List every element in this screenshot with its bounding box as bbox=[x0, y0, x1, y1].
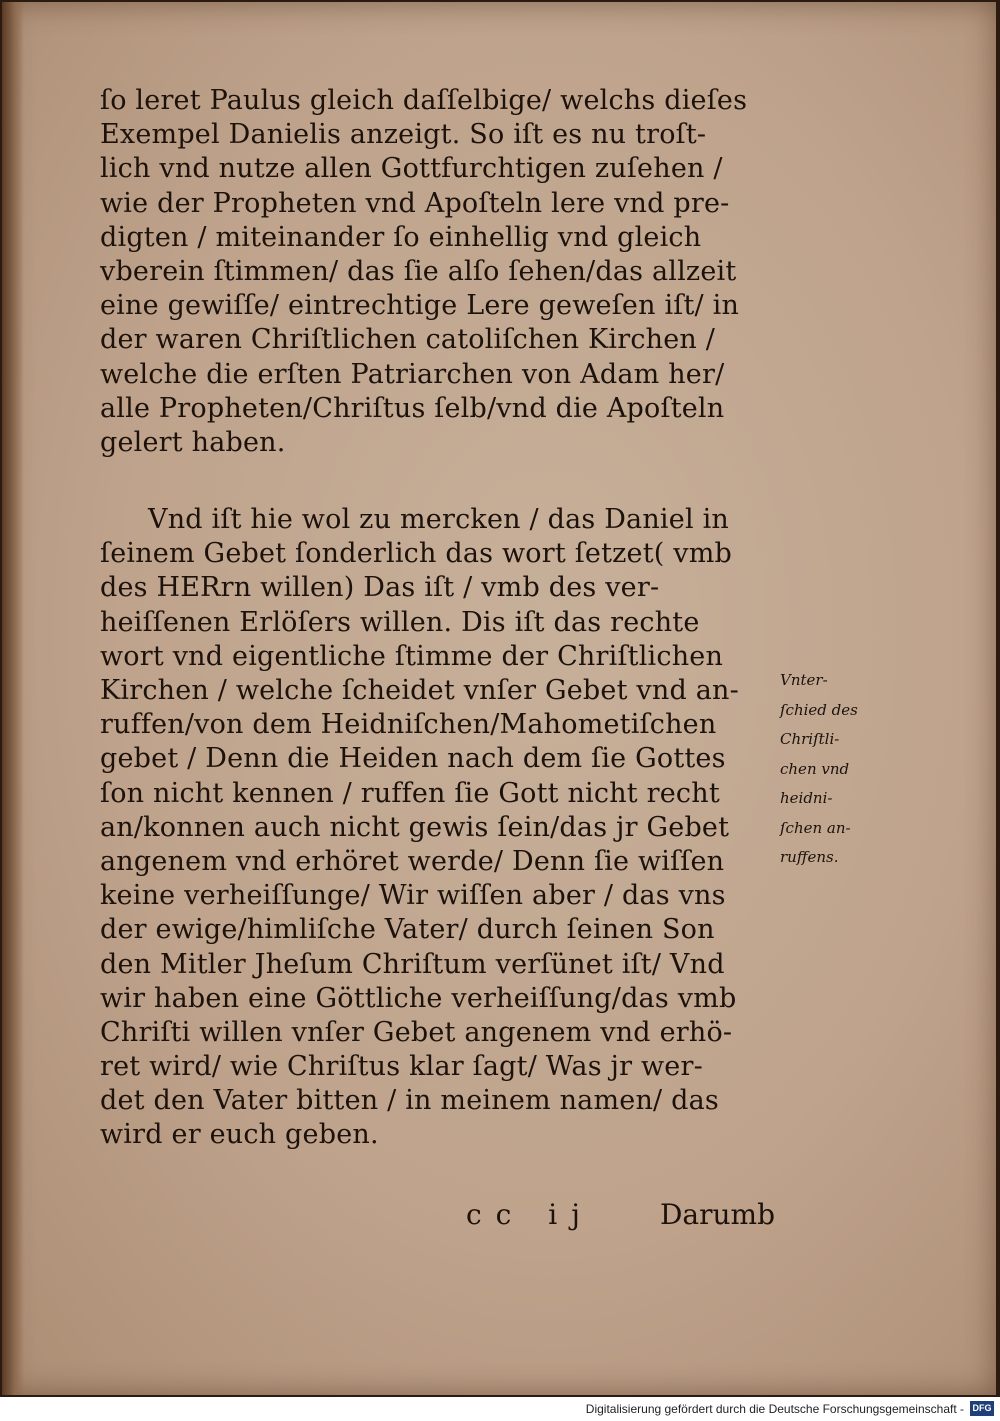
signature-mark: cc ij bbox=[466, 1198, 594, 1231]
text-line: keine verheiſſunge/ Wir wiſſen aber / das vns bbox=[100, 880, 726, 912]
text-line: der waren Chriſtlichen catoliſchen Kirchen / bbox=[100, 324, 716, 356]
text-line: wird er euch geben. bbox=[100, 1119, 379, 1151]
page-footer bbox=[100, 1198, 775, 1238]
funding-credit-text: Digitalisierung gefördert durch die Deutsche Forschungsgemeinschaft - bbox=[585, 1402, 964, 1416]
text-line: welche die erſten Patriarchen von Adam her/ bbox=[100, 358, 725, 390]
text-line: wie der Propheten vnd Apoſteln lere vnd pre- bbox=[100, 187, 730, 219]
paragraph-2 bbox=[100, 503, 780, 1153]
text-line: alle Propheten/Chriſtus ſelb/vnd die Apoſteln bbox=[100, 392, 725, 424]
text-line: gebet / Denn die Heiden nach dem ſie Gottes bbox=[100, 743, 726, 775]
marginal-note-line: Chriſtli- bbox=[780, 730, 840, 748]
text-line: det den Vater bitten / in meinem namen/ das bbox=[100, 1085, 719, 1117]
text-line: des HERrn willen) Das iſt / vmb des ver- bbox=[100, 572, 660, 604]
marginal-note-line: ruffens. bbox=[780, 848, 839, 866]
text-line: Vnd iſt hie wol zu mercken / das Daniel in bbox=[148, 504, 729, 536]
main-text-block bbox=[100, 84, 780, 1153]
text-line: ſon nicht kennen / ruffen ſie Gott nicht recht bbox=[100, 777, 720, 809]
credit-bar bbox=[0, 1397, 1000, 1421]
marginal-note-line: ſchied des bbox=[780, 700, 858, 719]
text-line: wir haben eine Göttliche verheiſſung/das vmb bbox=[100, 982, 737, 1014]
text-line: den Mitler Jheſum Chriſtum verſünet iſt/ Vnd bbox=[100, 948, 725, 980]
text-line: der ewige/himliſche Vater/ durch ſeinen Son bbox=[100, 914, 715, 946]
page-gutter-shadow bbox=[2, 2, 24, 1395]
text-line: digten / miteinander ſo einhellig vnd gleich bbox=[100, 221, 702, 253]
text-line: ſo leret Paulus gleich daſſelbige/ welchs dieſes bbox=[100, 85, 748, 116]
text-line: gelert haben. bbox=[100, 426, 286, 458]
paragraph-gap bbox=[100, 460, 780, 503]
text-line: Chriſti willen vnſer Gebet angenem vnd erhö- bbox=[100, 1016, 733, 1048]
catchword: Darumb bbox=[659, 1198, 775, 1231]
text-line: lich vnd nutze allen Gottfurchtigen zuſehen / bbox=[100, 153, 723, 185]
text-line: heiſſenen Erlöſers willen. Dis iſt das rechte bbox=[100, 606, 700, 638]
dfg-logo: DFG bbox=[970, 1401, 994, 1416]
text-line: Kirchen / welche ſcheidet vnſer Gebet vnd an- bbox=[100, 675, 739, 706]
text-line: vberein ſtimmen/ das ſie alſo ſehen/das allzeit bbox=[100, 255, 737, 287]
paragraph-1 bbox=[100, 84, 780, 460]
text-line: eine gewiſſe/ eintrechtige Lere geweſen iſt/ in bbox=[100, 290, 740, 322]
text-line: wort vnd eigentliche ſtimme der Chriſtlichen bbox=[100, 640, 724, 672]
marginal-note-line: ſchen an- bbox=[780, 818, 851, 837]
text-line: an/konnen auch nicht gewis ſein/das jr Gebet bbox=[100, 811, 730, 843]
text-line: ret wird/ wie Chriſtus klar ſagt/ Was jr wer- bbox=[100, 1051, 703, 1083]
text-line: angenem vnd erhöret werde/ Denn ſie wiſſen bbox=[100, 845, 725, 877]
marginal-note-line: heidni- bbox=[780, 789, 833, 807]
text-line: Exempel Danielis anzeigt. So iſt es nu troſt- bbox=[100, 119, 707, 151]
marginal-note bbox=[780, 666, 890, 873]
marginal-note-line: Vnter- bbox=[780, 671, 828, 689]
text-line: ruffen/von dem Heidniſchen/Mahometiſchen bbox=[100, 709, 717, 741]
text-line: ſeinem Gebet ſonderlich das wort ſetzet( vmb bbox=[100, 538, 733, 570]
marginal-note-line: chen vnd bbox=[780, 759, 850, 778]
